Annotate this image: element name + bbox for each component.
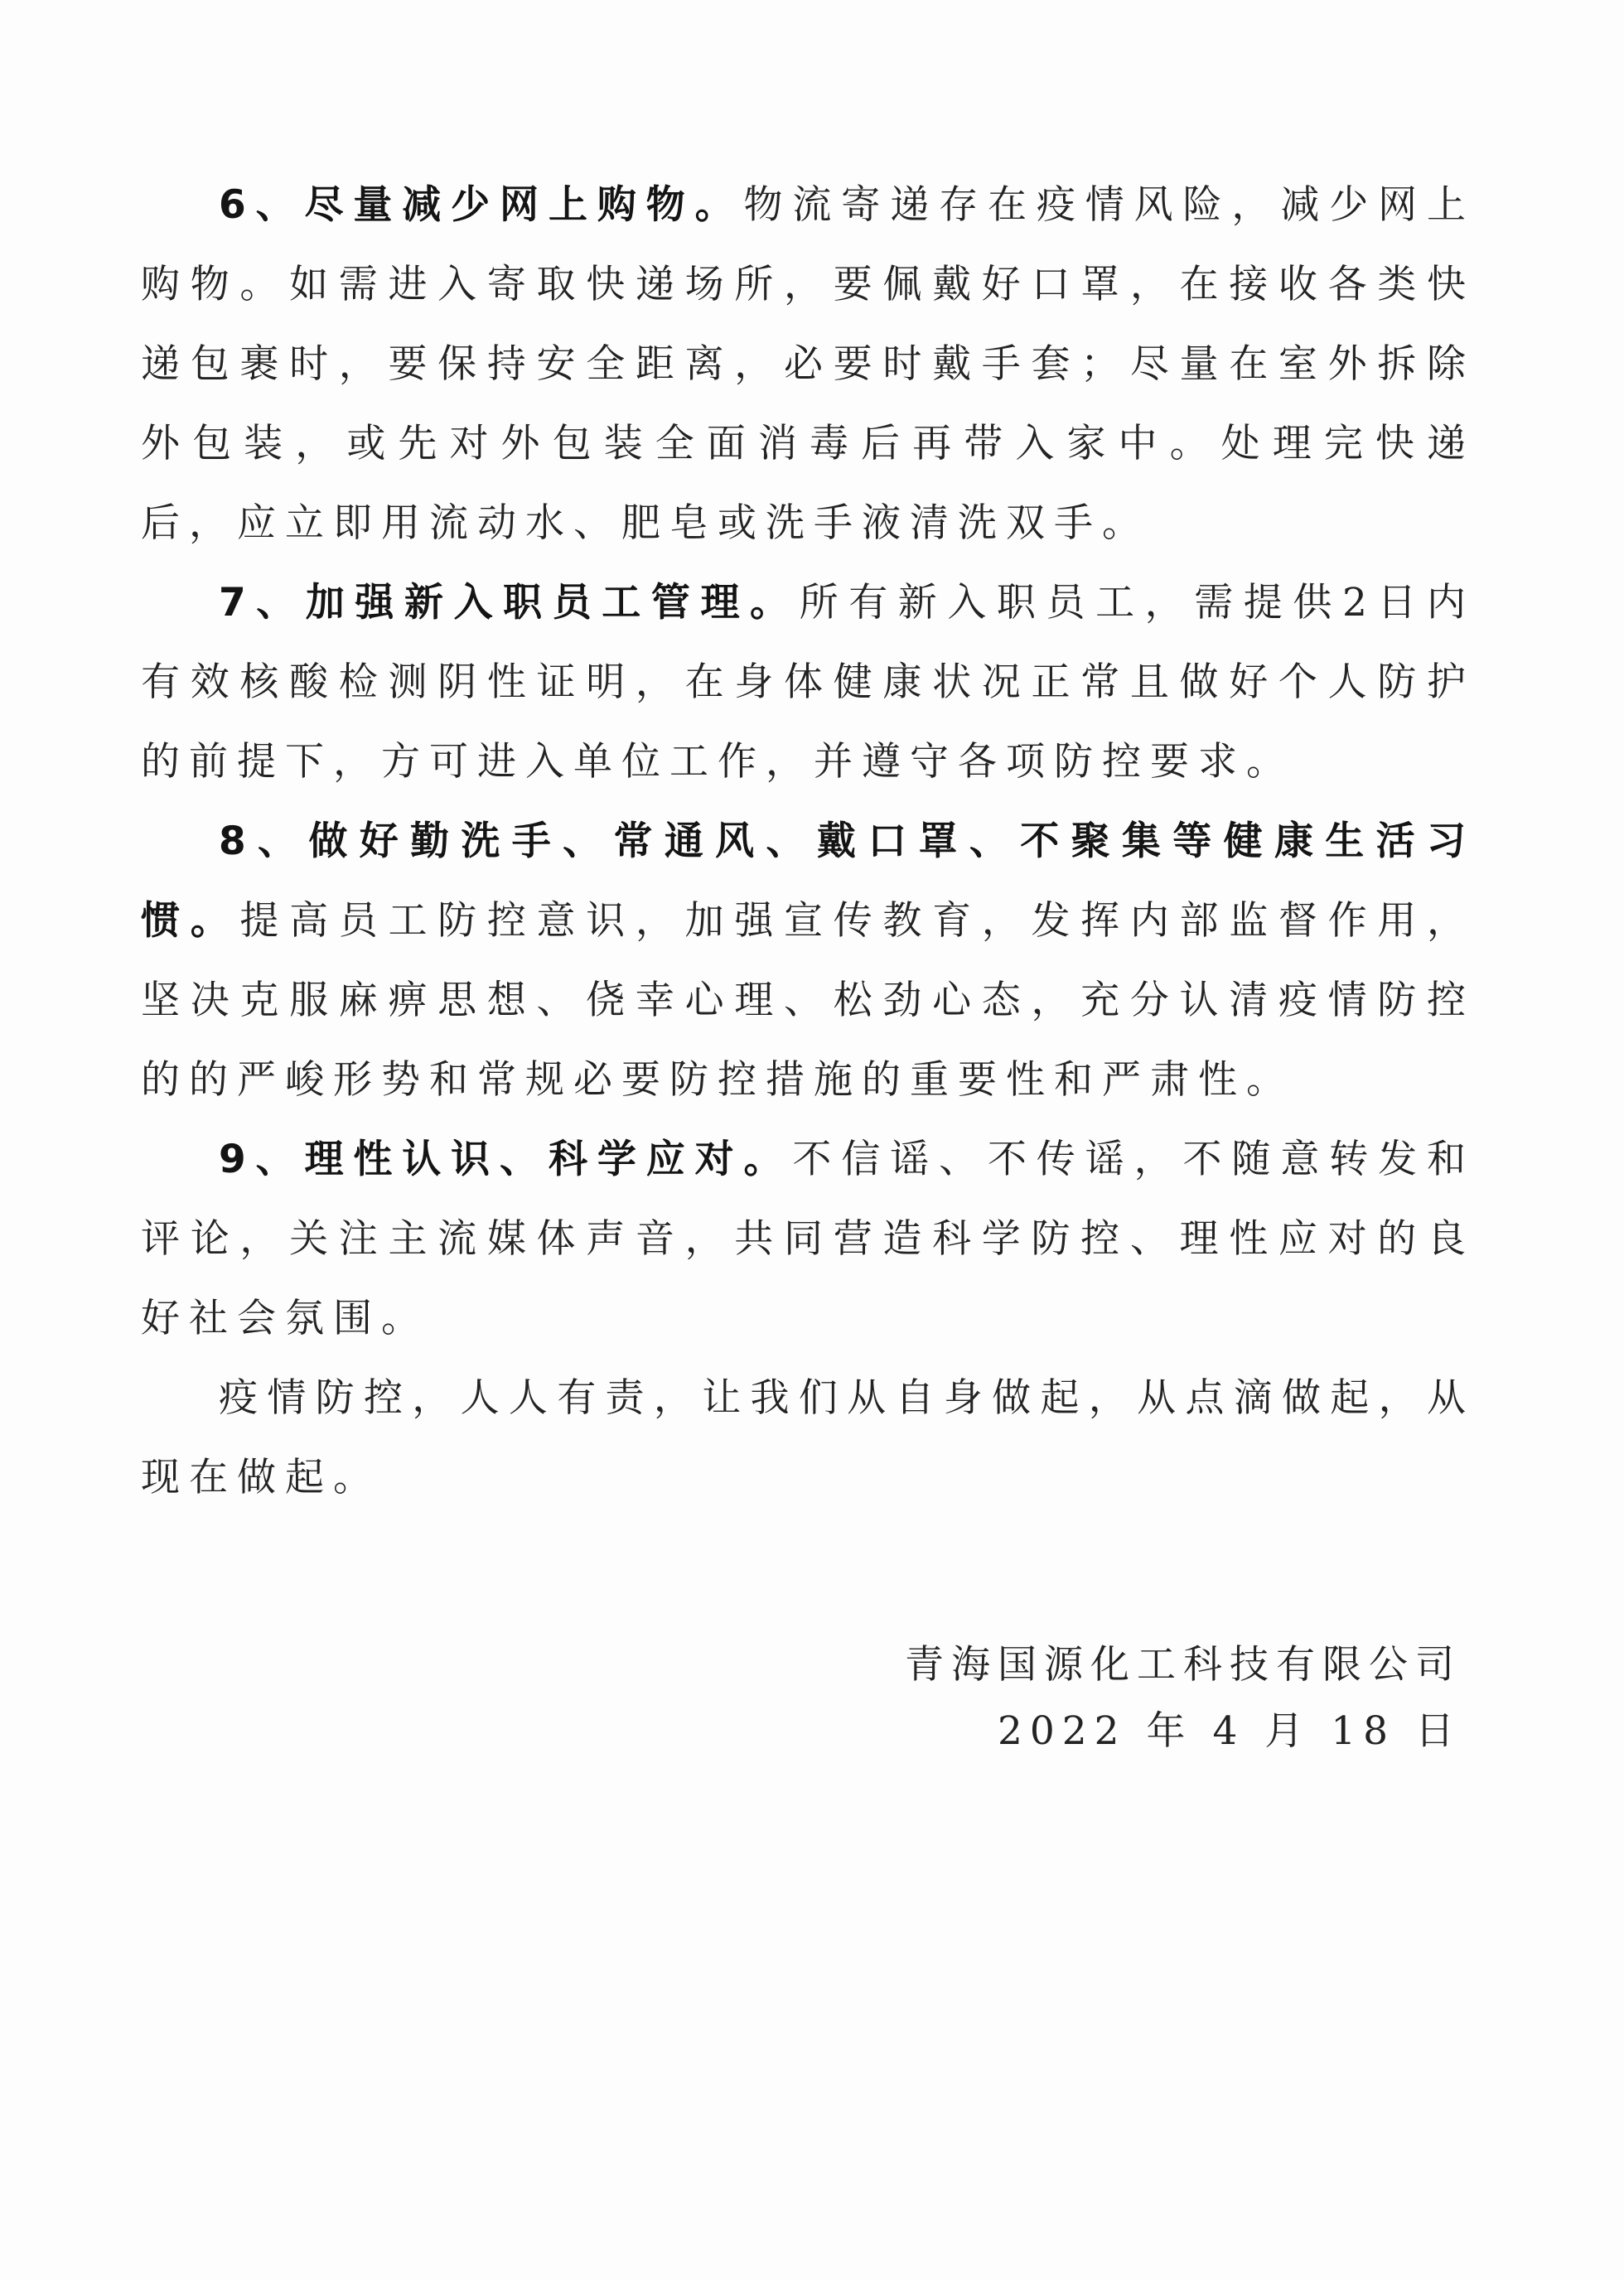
paragraph-heading: 6、尽量减少网上购物。 [219, 182, 744, 228]
paragraph-text: 疫情防控，人人有责，让我们从自身做起，从点滴做起，从现在做起。 [141, 1375, 1475, 1500]
paragraph-heading: 9、理性认识、科学应对。 [219, 1137, 793, 1182]
paragraph-item-7 [141, 563, 1475, 802]
document-body [141, 166, 1475, 1518]
paragraph-item-9 [141, 1120, 1475, 1359]
closing-paragraph [141, 1359, 1475, 1518]
paragraph-heading: 8、做好勤洗手、常通风、戴口罩、不聚集等健康生活习惯。 [141, 819, 1475, 944]
paragraph-heading: 7、加强新入职员工管理。 [219, 580, 800, 626]
paragraph-text: 物流寄递存在疫情风险，减少网上购物。如需进入寄取快递场所，要佩戴好口罩，在接收各类快递包裹时，要保持安全距离，必要时戴手套；尽量在室外拆除外包装，或先对外包装全面消毒后再带入家中。处理完快递后，应立即用流动水、肥皂或洗手液清洗双手。 [141, 182, 1476, 546]
document-date: 2022 年 4 月 18 日 [997, 1708, 1462, 1754]
paragraph-item-6 [141, 166, 1475, 563]
company-name: 青海国源化工科技有限公司 [905, 1642, 1462, 1688]
paragraph-text: 所有新入职员工，需提供2日内有效核酸检测阴性证明，在身体健康状况正常且做好个人防护的前提下，方可进入单位工作，并遵守各项防控要求。 [141, 580, 1476, 785]
paragraph-item-8 [141, 802, 1475, 1120]
paragraph-text: 不信谣、不传谣，不随意转发和评论，关注主流媒体声音，共同营造科学防控、理性应对的良好社会氛围。 [141, 1137, 1475, 1341]
signature-block [905, 1632, 1462, 1765]
paragraph-text: 提高员工防控意识，加强宣传教育，发挥内部监督作用，坚决克服麻痹思想、侥幸心理、松劲心态，充分认清疫情防控的的严峻形势和常规必要防控措施的重要性和严肃性。 [141, 898, 1476, 1103]
